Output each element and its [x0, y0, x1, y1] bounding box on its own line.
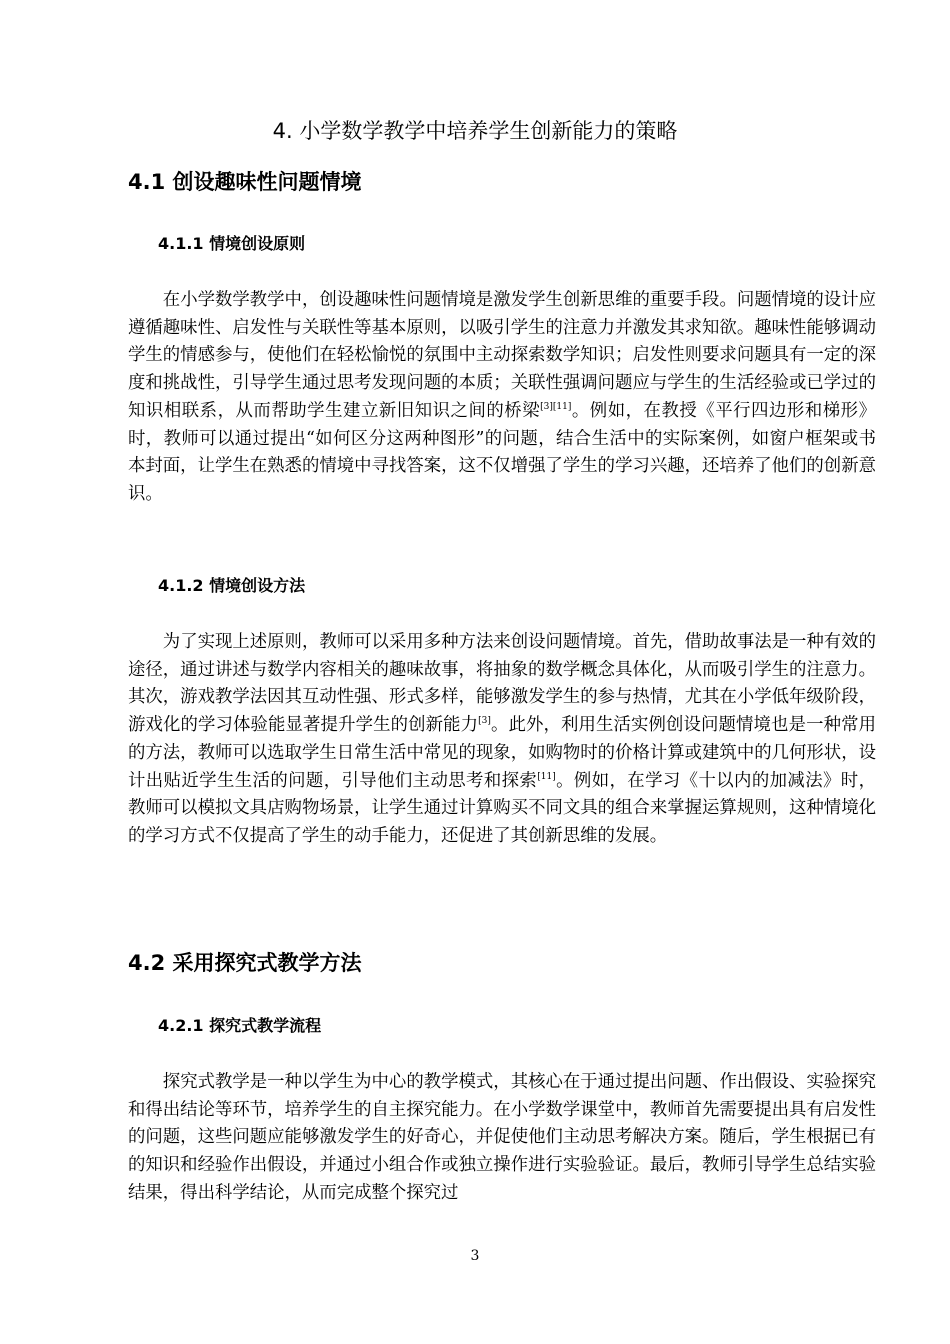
section-heading-4-1: 4.1 创设趣味性问题情境 [128, 170, 362, 194]
paragraph-text: 在小学数学教学中，创设趣味性问题情境是激发学生创新思维的重要手段。问题情境的设计应遵循趣味性、启发性与关联性等基本原则，以吸引学生的注意力并激发其求知欲。趣味性能够调动学生的情感参与，使他们在轻松愉悦的氛围中主动探索数学知识；启发性则要求问题具有一定的深度和挑战性，引导学生通过思考发现问题的本质；关联性强调问题应与学生的生活经验或已学过的知识相联系，从而帮助学生建立新旧知识之间的桥梁 [128, 290, 876, 421]
paragraph-text: 。此外，利用生活实例创设问题情境也是一种常用的方法，教师可以选取学生日常生活中常见的现象，如购物时的价格计算或建筑中的几何形状，设计出贴近学生生活的问题，引导他们主动思考和探索 [128, 715, 876, 791]
subsection-heading-4-1-2: 4.1.2 情境创设方法 [158, 576, 306, 595]
paragraph-4-2-1 [128, 1069, 876, 1208]
paragraph-text: 。例如，在学习《十以内的加减法》时，教师可以模拟文具店购物场景，让学生通过计算购买不同文具的组合来掌握运算规则，这种情境化的学习方式不仅提高了学生的动手能力，还促进了其创新思维的发展。 [128, 770, 876, 846]
page-number: 3 [470, 1248, 480, 1264]
citation: [11] [537, 771, 556, 782]
subsection-heading-4-1-1: 4.1.1 情境创设原则 [158, 234, 306, 253]
paragraph-4-1-1 [128, 287, 876, 509]
section-heading-4-2: 4.2 采用探究式教学方法 [128, 951, 362, 975]
citation: [3][11] [540, 401, 572, 412]
chapter-title: 4. 小学数学教学中培养学生创新能力的策略 [272, 119, 678, 143]
paragraph-text: 。例如，在教授《平行四边形和梯形》时，教师可以通过提出“如何区分这两种图形”的问题，结合生活中的实际案例，如窗户框架或书本封面，让学生在熟悉的情境中寻找答案，这不仅增强了学生的学习兴趣，还培养了他们的创新意识。 [128, 400, 876, 504]
paragraph-text: 为了实现上述原则，教师可以采用多种方法来创设问题情境。首先，借助故事法是一种有效的途径，通过讲述与数学内容相关的趣味故事，将抽象的数学概念具体化，从而吸引学生的注意力。其次，游戏教学法因其互动性强、形式多样，能够激发学生的参与热情，尤其在小学低年级阶段，游戏化的学习体验能显著提升学生的创新能力 [128, 632, 876, 736]
citation: [3] [478, 716, 491, 727]
paragraph-4-1-2 [128, 629, 876, 851]
paragraph-text: 探究式教学是一种以学生为中心的教学模式，其核心在于通过提出问题、作出假设、实验探究和得出结论等环节，培养学生的自主探究能力。在小学数学课堂中，教师首先需要提出具有启发性的问题，这些问题应能够激发学生的好奇心，并促使他们主动思考解决方案。随后，学生根据已有的知识和经验作出假设，并通过小组合作或独立操作进行实验验证。最后，教师引导学生总结实验结果，得出科学结论，从而完成整个探究过 [128, 1072, 876, 1203]
subsection-heading-4-2-1: 4.2.1 探究式教学流程 [158, 1016, 322, 1035]
